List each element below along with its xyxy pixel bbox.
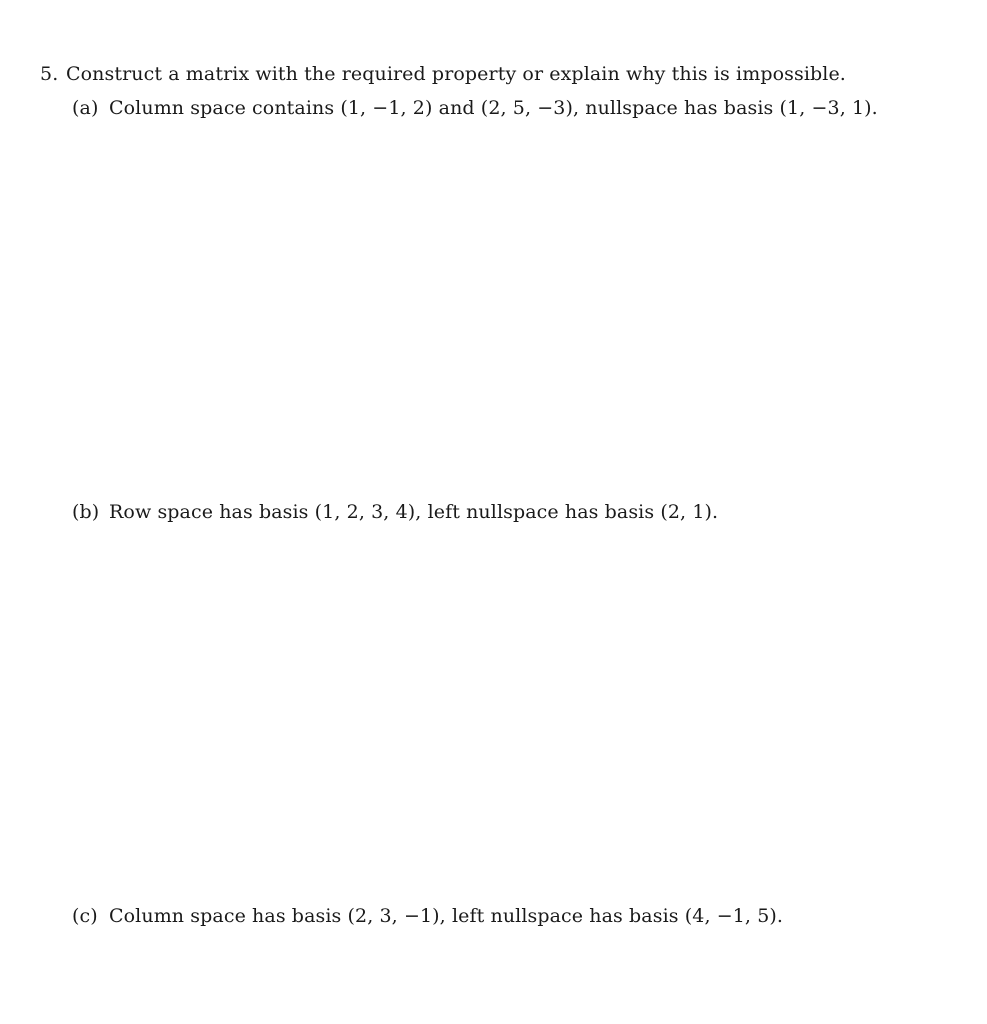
part-b-text: Row space has basis (1, 2, 3, 4), left nullspace has basis (2, 1).: [109, 501, 719, 523]
part-c: [72, 904, 783, 928]
part-a-tag: (a): [72, 97, 99, 119]
problem-prompt: Construct a matrix with the required property or explain why this is impossible.: [66, 63, 846, 85]
part-b: [72, 500, 718, 524]
part-c-tag: (c): [72, 905, 98, 927]
problem-statement: [40, 62, 846, 86]
problem-number: 5.: [40, 63, 59, 85]
part-c-text: Column space has basis (2, 3, −1), left nullspace has basis (4, −1, 5).: [109, 905, 784, 927]
part-b-tag: (b): [72, 501, 100, 523]
part-a-text: Column space contains (1, −1, 2) and (2, 5, −3), nullspace has basis (1, −3, 1).: [109, 97, 878, 119]
part-a: [72, 96, 878, 120]
